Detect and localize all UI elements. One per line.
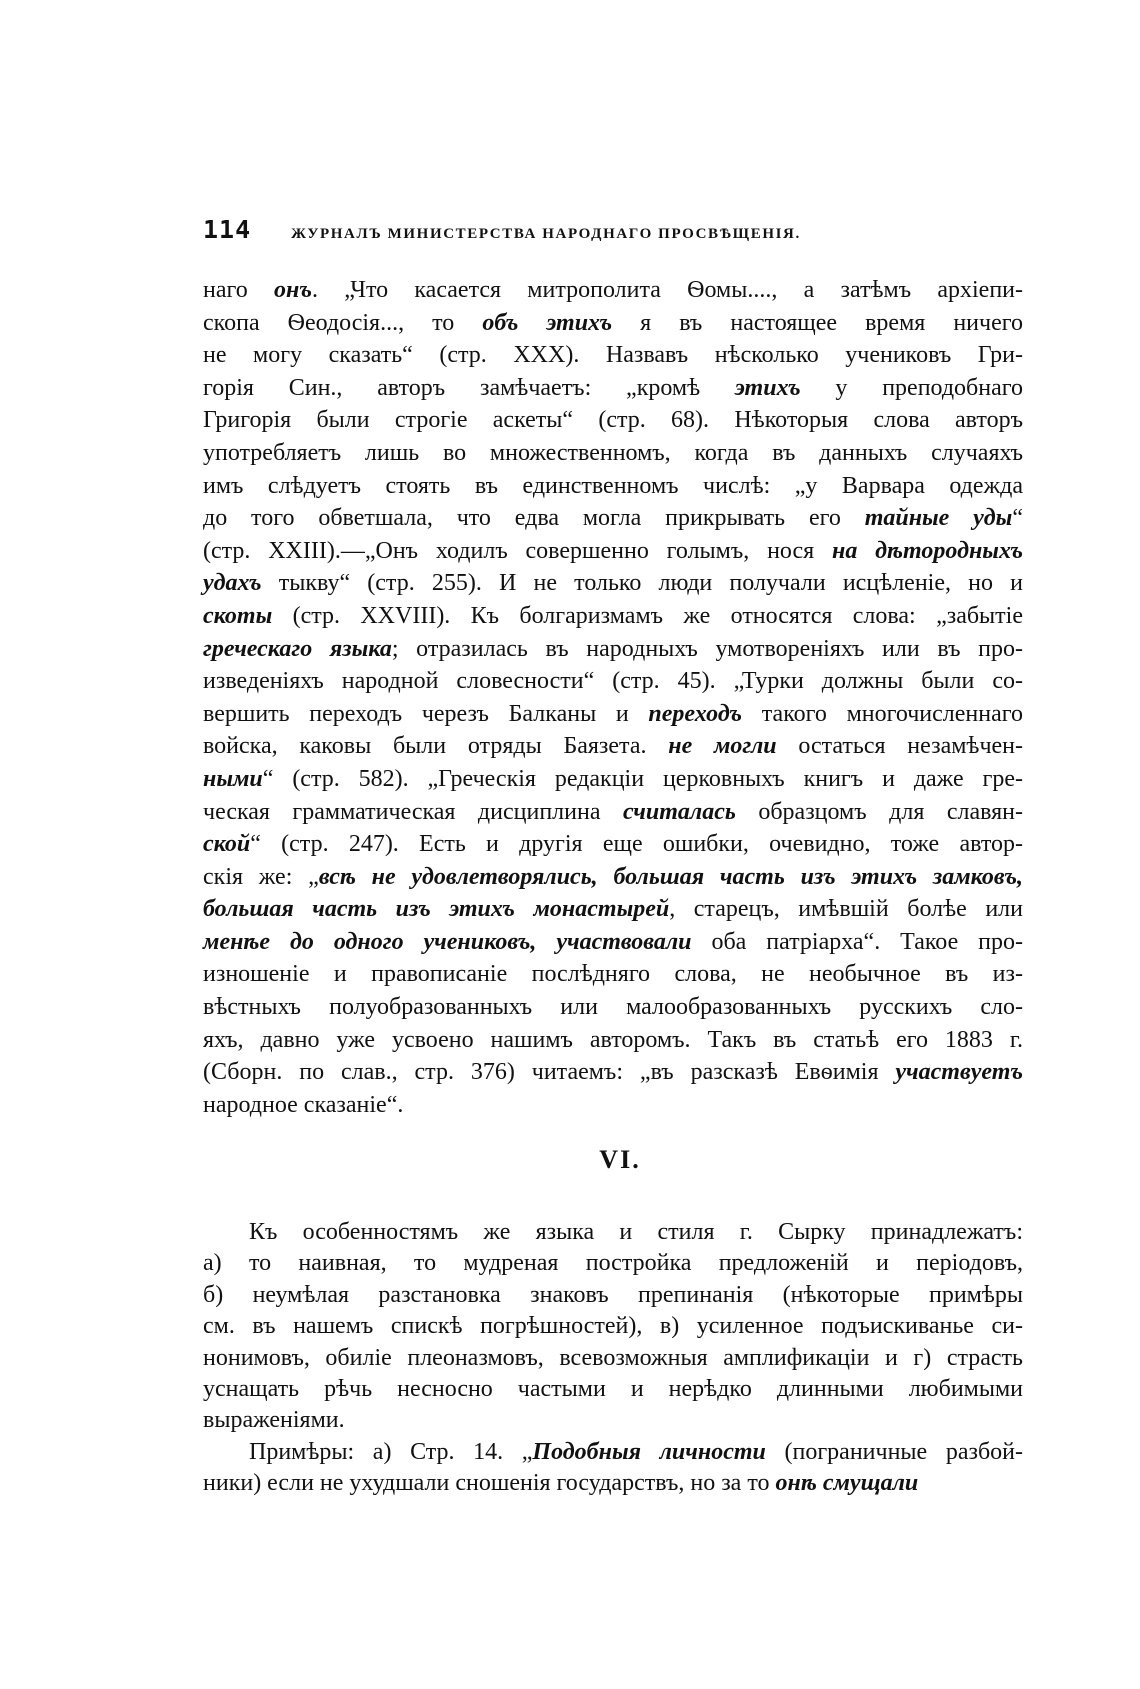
line-emphasis: на дѣтородныхъ [832, 537, 1023, 564]
line-text: а) то наивная, то мудреная постройка предложеній и періодовъ, [203, 1250, 1023, 1277]
line-text: народное сказаніе“. [203, 1091, 404, 1118]
line-emphasis: тайные уды [864, 505, 1013, 532]
text-line [203, 893, 1023, 926]
text-line [203, 1217, 1023, 1248]
line-text: горія Син., авторъ замѣчаетъ: „кромѣ [203, 374, 735, 401]
text-line [203, 1343, 1023, 1374]
line-text: ческая грамматическая дисциплина [203, 798, 623, 825]
text-line [203, 535, 1023, 568]
line-text: войска, каковы были отряды Баязета. [203, 733, 669, 760]
text-line [203, 1405, 1023, 1436]
page-number: 114 [203, 215, 252, 244]
text-line [203, 991, 1023, 1024]
text-line [203, 1248, 1023, 1279]
line-text: вершить переходъ черезъ Балканы и [203, 700, 649, 727]
text-line [203, 796, 1023, 829]
text-line [203, 1280, 1023, 1311]
line-text: б) неумѣлая разстановка знаковъ препинанія (нѣкоторые примѣры [203, 1281, 1023, 1308]
line-text: Къ особенностямъ же языка и стиля г. Сырку принадлежатъ: [249, 1219, 1023, 1245]
text-line [203, 698, 1023, 731]
line-emphasis: переходъ [648, 700, 743, 727]
line-emphasis: ными [203, 765, 263, 792]
line-text: скія же: „ [203, 863, 319, 890]
line-text: образцомъ для славян- [735, 798, 1024, 825]
line-text: “ (стр. 247). Есть и другія еще ошибки, очевидно, тоже автор- [250, 831, 1023, 858]
text-line [203, 1468, 1023, 1499]
running-title: ЖУРНАЛЪ МИНИСТЕРСТВА НАРОДНАГО ПРОСВѢЩЕНІЯ. [291, 226, 801, 242]
line-text: не могу сказать“ (стр. XXX). Назвавъ нѣсколько учениковъ Гри- [203, 342, 1023, 369]
text-line [203, 372, 1023, 405]
line-text: “ (стр. 582). „Греческія редакціи церковныхъ книгъ и даже гре- [262, 765, 1023, 792]
text-line [203, 730, 1023, 763]
line-text: ники) если не ухудшали сношенія государствъ, но за то [203, 1470, 776, 1497]
line-emphasis: скоты [203, 602, 273, 629]
line-text: тыкву“ (стр. 255). И не только люди получали исцѣленіе, но и [261, 570, 1023, 597]
text-line [203, 1089, 1023, 1122]
line-text: нонимовъ, обиліе плеоназмовъ, всевозможныя амплификаціи и г) страсть [203, 1344, 1023, 1371]
line-emphasis: удахъ [203, 570, 262, 597]
line-emphasis: онѣ смущали [775, 1470, 919, 1497]
text-line [203, 861, 1023, 894]
line-text: вѣстныхъ полуобразованныхъ или малообразованныхъ русскихъ сло- [203, 994, 1023, 1021]
line-text: наго [203, 277, 274, 303]
line-emphasis: считалась [622, 798, 736, 825]
text-line [203, 1024, 1023, 1057]
line-text: (пограничные разбой- [765, 1438, 1023, 1465]
text-line [203, 1311, 1023, 1342]
line-text: скопа Ѳеодосія..., то [203, 309, 483, 336]
line-text: Примѣры: а) Стр. 14. „ [249, 1438, 533, 1465]
line-emphasis: всѣ не удовлетворялись, большая часть изъ этихъ замковъ, [318, 863, 1023, 890]
line-text: выраженіями. [203, 1407, 345, 1434]
body-text-block-2 [203, 1217, 1023, 1500]
text-line [203, 404, 1023, 437]
line-emphasis: менѣе до одного учениковъ, участвовали [203, 928, 692, 955]
line-text: (стр. XXIII).—„Онъ ходилъ совершенно голымъ, нося [203, 537, 832, 564]
text-line [203, 339, 1023, 372]
text-line [203, 600, 1023, 633]
section-heading: VI. [599, 1145, 641, 1174]
line-text: такого многочисленнаго [742, 700, 1024, 727]
line-text: уснащать рѣчь несносно частыми и нерѣдко длинными любимыми [203, 1375, 1023, 1402]
text-line [203, 274, 1023, 307]
line-text: у преподобнаго [800, 374, 1024, 401]
line-emphasis: участвуетъ [895, 1059, 1023, 1086]
line-text: , старецъ, имѣвшій болѣе или [669, 896, 1023, 923]
line-text: (стр. XXVIII). Къ болгаризмамъ же относятся слова: „забытіе [272, 602, 1023, 629]
text-line [203, 502, 1023, 535]
line-emphasis: этихъ [734, 374, 801, 401]
line-emphasis: большая часть изъ этихъ монастырей [203, 896, 670, 923]
line-text: употребляетъ лишь во множественномъ, когда въ данныхъ случаяхъ [203, 439, 1023, 466]
text-line [203, 1437, 1023, 1468]
line-emphasis: онъ [274, 277, 312, 303]
line-text: ; отразилась въ народныхъ умотвореніяхъ или въ про- [391, 635, 1024, 662]
text-line [203, 828, 1023, 861]
text-line [203, 470, 1023, 503]
line-text: имъ слѣдуетъ стоять въ единственномъ числѣ: „у Варвара одежда [203, 472, 1023, 499]
line-emphasis: ской [203, 831, 251, 858]
text-line [203, 763, 1023, 796]
line-text: яхъ, давно уже усвоено нашимъ авторомъ. Такъ въ статьѣ его 1883 г. [203, 1026, 1023, 1053]
text-line [203, 437, 1023, 470]
line-text: (Сборн. по слав., стр. 376) читаемъ: „въ разсказѣ Евѳимія [203, 1059, 896, 1086]
line-emphasis: Подобныя личности [532, 1438, 766, 1465]
text-line [203, 926, 1023, 959]
line-text: “ [1012, 505, 1023, 532]
line-text: см. въ нашемъ спискѣ погрѣшностей), в) усиленное подъискиванье си- [203, 1313, 1023, 1340]
line-text: я въ настоящее время ничего [612, 309, 1023, 336]
text-line [203, 307, 1023, 340]
line-emphasis: греческаго языка [203, 635, 392, 662]
line-emphasis: не могли [668, 733, 777, 760]
text-line [203, 633, 1023, 666]
line-text: Григорія были строгіе аскеты“ (стр. 68). Нѣкоторыя слова авторъ [203, 407, 1023, 434]
line-text: остаться незамѣчен- [776, 733, 1024, 760]
text-line [203, 567, 1023, 600]
page-header [203, 215, 1023, 245]
line-text: оба патріарха“. Такое про- [691, 928, 1023, 955]
line-text: изведеніяхъ народной словесности“ (стр. 45). „Турки должны были со- [203, 668, 1023, 695]
line-text: изношеніе и правописаніе послѣдняго слова, не необычное въ из- [203, 961, 1023, 988]
line-emphasis: объ этихъ [482, 309, 613, 336]
text-line [203, 665, 1023, 698]
body-text-block-1 [203, 274, 1023, 1121]
line-text: . „Что касается митрополита Ѳомы...., а затѣмъ архіепи- [311, 277, 1024, 303]
text-line [203, 958, 1023, 991]
text-line [203, 1056, 1023, 1089]
text-line [203, 1374, 1023, 1405]
line-text: до того обветшала, что едва могла прикрывать его [203, 505, 865, 532]
